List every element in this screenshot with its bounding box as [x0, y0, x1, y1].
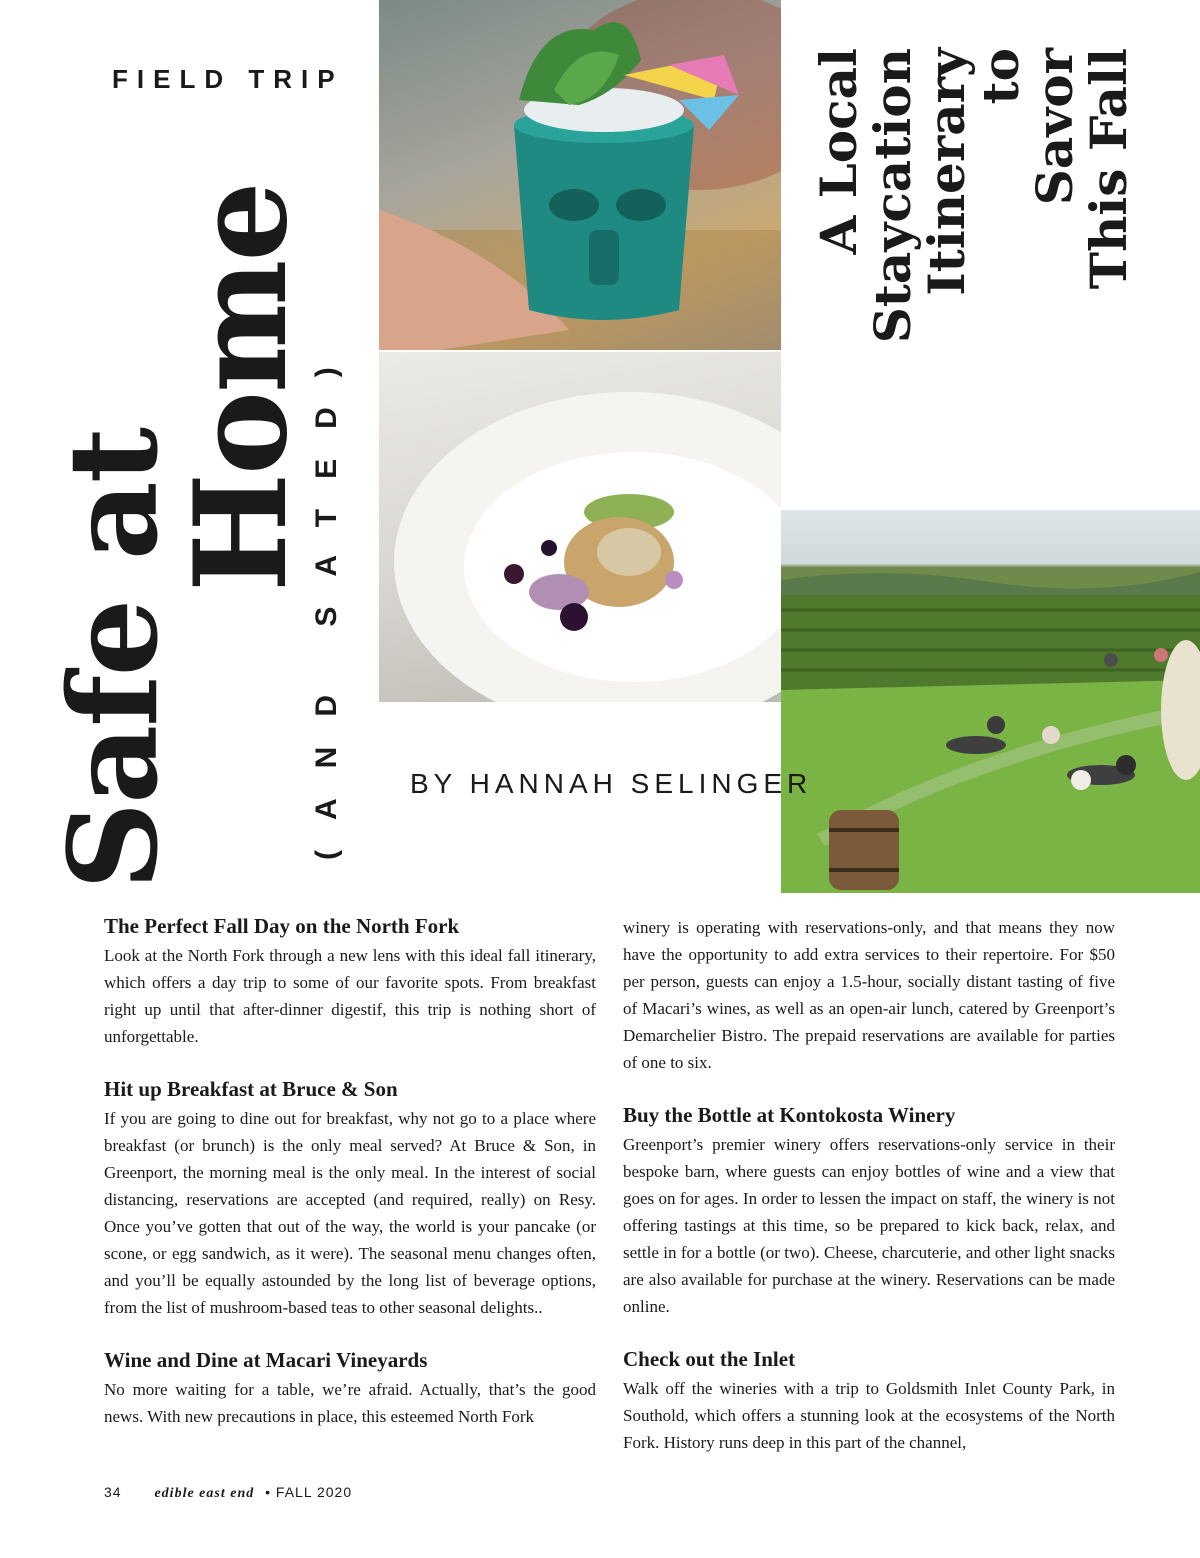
deck-line: This Fall [1079, 48, 1138, 290]
section-heading: Hit up Breakfast at Bruce & Son [104, 1077, 398, 1101]
dessert-photo [379, 352, 781, 702]
page-footer [104, 1484, 352, 1502]
deck-line: Staycation [863, 48, 922, 344]
section-heading: Check out the Inlet [623, 1347, 796, 1371]
section-body: No more waiting for a table, we’re afraid. Actually, that’s the good news. With new precautions in place, this esteemed North Fork [104, 1380, 596, 1426]
footer-separator: • [265, 1484, 272, 1500]
section-heading: Buy the Bottle at Kontokosta Winery [623, 1103, 956, 1127]
deck-line: Itinerary [917, 48, 976, 296]
cocktail-illustration [379, 0, 781, 350]
headline-line-1: Safe at [41, 428, 185, 890]
vineyard-photo [781, 510, 1200, 893]
dessert-illustration [379, 352, 781, 702]
article-column-left [104, 913, 596, 1456]
section-body: If you are going to dine out for breakfast, why not go to a place where breakfast (or brunch) is the only meal served? At Bruce & Son, in Greenport, the morning meal is the only meal. In the interest of social distancing, reservations are accepted (and required, really) on Resy. Once you’ve gotten that out of the way, the world is your pancake (or scone, or egg sandwich, as it were). The seasonal menu changes often, and you’ll be equally astounded by the long list of beverage options, from the list of mushroom-based teas to other seasonal delights.. [104, 1109, 596, 1317]
section-body: Greenport’s premier winery offers reservations-only service in their bespoke barn, where guests can enjoy bottles of wine and a view that goes on for ages. In order to lessen the impact on staff, the winery is not offering tastings at this time, so be prepared to kick back, relax, and settle in for a bottle (or two). Cheese, charcuterie, and other light snacks are also available for purchase at the winery. Reservations can be made online. [623, 1135, 1115, 1316]
page-number: 34 [104, 1484, 122, 1500]
publication-name: edible east end [154, 1486, 255, 1501]
section-body: Look at the North Fork through a new lens with this ideal fall itinerary, which offers a day trip to some of our favorite spots. From breakfast right up until that after-dinner digestif, this trip is nothing short of unforgettable. [104, 946, 596, 1046]
section-heading: Wine and Dine at Macari Vineyards [104, 1348, 428, 1372]
deck-line: Savor [1025, 48, 1084, 206]
headline-line-2: Home [167, 183, 315, 592]
deck-line: to [971, 48, 1030, 105]
section-kicker: FIELD TRIP [112, 64, 344, 94]
issue-label: FALL 2020 [275, 1484, 353, 1500]
section-heading: The Perfect Fall Day on the North Fork [104, 914, 460, 938]
article-deck [809, 48, 1138, 478]
vineyard-illustration [781, 510, 1200, 893]
section-body: Walk off the wineries with a trip to Goldsmith Inlet County Park, in Southold, which offers a stunning look at the ecosystems of the North Fork. History runs deep in this part of the channel, [623, 1379, 1115, 1452]
headline-subtitle: (AND SATED) [310, 337, 343, 860]
cocktail-photo [379, 0, 781, 350]
deck-line: A Local [809, 48, 868, 255]
byline: BY HANNAH SELINGER [410, 768, 813, 799]
section-body-continued: winery is operating with reservations-only, and that means they now have the opportunity to add extra services to their repertoire. For $50 per person, guests can enjoy a 1.5-hour, socially distant tasting of five of Macari’s wines, as well as an open-air lunch, catered by Greenport’s Demarchelier Bistro. The prepaid reservations are available for parties of one to six. [623, 918, 1115, 1072]
article-column-right [623, 914, 1115, 1482]
